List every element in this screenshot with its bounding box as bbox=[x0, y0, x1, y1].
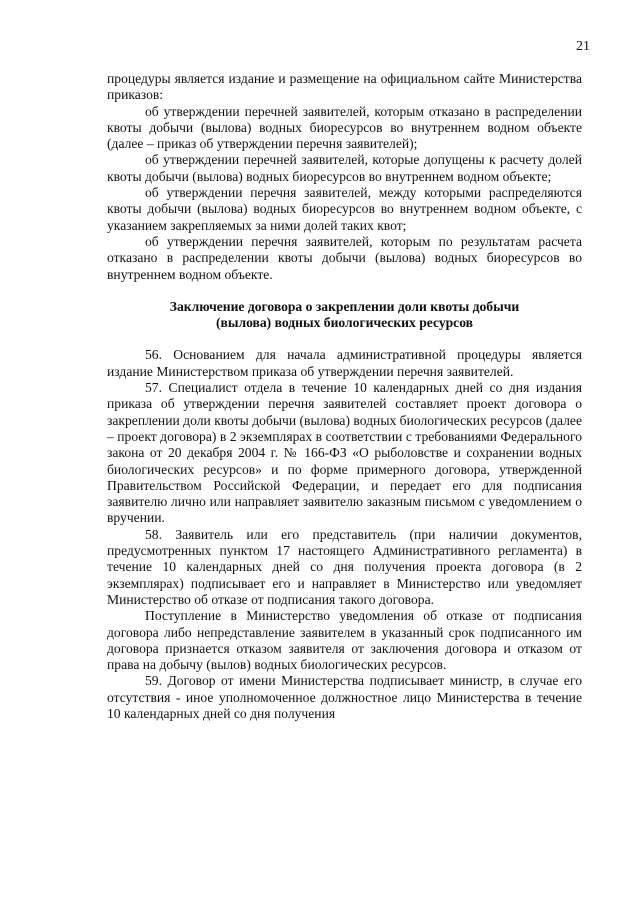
paragraph-58: 58. Заявитель или его представитель (при наличии документов, предусмотренных пунктом 17 настоящего Административного регламента) в течение 10 календарных дней со дня получения проекта договора (в 2 экземплярах) подписывает его и направляет в Министерство или уведомляет Министерство об отказе от подписания такого договора. bbox=[107, 526, 582, 607]
paragraph-refusal-notice: Поступление в Министерство уведомления об отказе от подписания договора либо непредставление заявителем в указанный срок подписанного им договора признается отказом заявителя от заключения договора и отказом от права на добычу (вылов) водных биологических ресурсов. bbox=[107, 608, 582, 673]
order-item-distributed: об утверждении перечня заявителей, между которыми распределяются квоты добычи (вылова) водных биоресурсов во внутреннем водном объекте, с указанием закрепляемых за ними долей таких квот; bbox=[107, 185, 582, 233]
paragraph-57: 57. Специалист отдела в течение 10 календарных дней со дня издания приказа об утверждении перечня заявителей составляет проект договора о закреплении доли квоты добычи (вылова) водных биологических ресурсов (далее – проект договора) в 2 экземплярах в соответствии с требованиями Федерального закона от 20 декабря 2004 г. № 166-ФЗ «О рыболовстве и сохранении водных биологических ресурсов» и по форме примерного договора, утвержденной Правительством Российской Федерации, и передает его для подписания заявителю лично или направляет заявителю заказным письмом с уведомлением о вручении. bbox=[107, 380, 582, 526]
document-body bbox=[107, 71, 582, 722]
section-heading bbox=[107, 299, 582, 332]
order-item-admitted: об утверждении перечней заявителей, которые допущены к расчету долей квоты добычи (вылова) водных биоресурсов во внутреннем водном объекте; bbox=[107, 152, 582, 184]
order-item-refused-by-calculation: об утверждении перечня заявителей, которым по результатам расчета отказано в распределении квоты добычи (вылова) водных биоресурсов во внутреннем водном объекте. bbox=[107, 233, 582, 282]
order-item-refused: об утверждении перечней заявителей, которым отказано в распределении квоты добычи (вылова) водных биоресурсов во внутреннем водном объекте (далее – приказ об утверждении перечня заявителей); bbox=[107, 103, 582, 152]
paragraph-59: 59. Договор от имени Министерства подписывает министр, в случае его отсутствия - иное уполномоченное должностное лицо Министерства в течение 10 календарных дней со дня получения bbox=[107, 673, 582, 721]
intro-continuation: процедуры является издание и размещение на официальном сайте Министерства приказов: bbox=[107, 71, 582, 103]
page-number: 21 bbox=[576, 39, 590, 54]
section-heading-line-2: (вылова) водных биологических ресурсов bbox=[215, 315, 474, 331]
section-heading-line-1: Заключение договора о закреплении доли квоты добычи bbox=[169, 298, 520, 314]
paragraph-56: 56. Основанием для начала административной процедуры является издание Министерством приказа об утверждении перечня заявителей. bbox=[107, 347, 582, 379]
